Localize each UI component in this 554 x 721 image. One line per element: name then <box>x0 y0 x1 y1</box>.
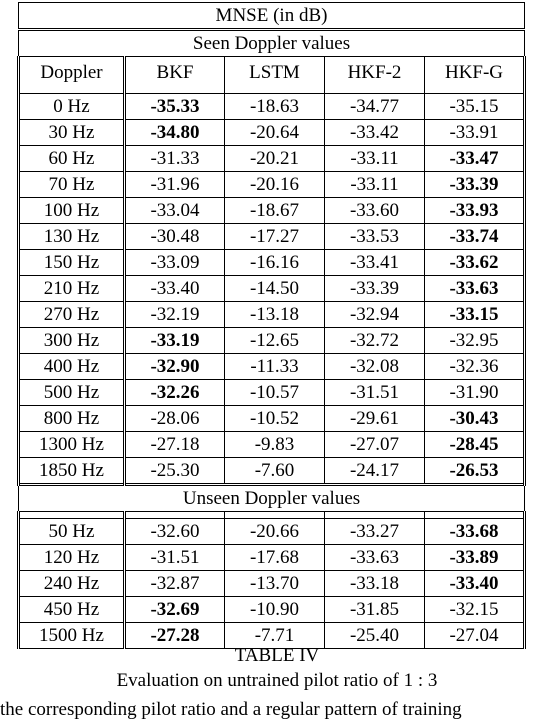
value-cell: -32.36 <box>425 354 525 380</box>
value-cell: -17.27 <box>225 224 325 250</box>
value-cell: -31.96 <box>125 172 225 198</box>
col-header-doppler: Doppler <box>19 57 125 88</box>
value-cell: -27.07 <box>325 432 425 458</box>
doppler-cell: 1500 Hz <box>19 623 125 649</box>
doppler-cell: 70 Hz <box>19 172 125 198</box>
table-row <box>19 276 525 302</box>
value-cell: -10.57 <box>225 380 325 406</box>
table-label: TABLE IV <box>234 645 320 666</box>
value-cell: -27.04 <box>425 623 525 649</box>
value-cell: -27.18 <box>125 432 225 458</box>
value-cell: -28.45 <box>425 432 525 458</box>
value-cell: -7.60 <box>225 458 325 485</box>
table-row <box>19 328 525 354</box>
value-cell: -33.63 <box>425 276 525 302</box>
value-cell: -17.68 <box>225 545 325 571</box>
value-cell: -31.51 <box>325 380 425 406</box>
value-cell: -18.63 <box>225 94 325 120</box>
doppler-cell: 0 Hz <box>19 94 125 120</box>
value-cell: -32.69 <box>125 597 225 623</box>
table-row <box>19 146 525 172</box>
table-row <box>19 198 525 224</box>
value-cell: -33.18 <box>325 571 425 597</box>
value-cell: -20.16 <box>225 172 325 198</box>
value-cell: -32.95 <box>425 328 525 354</box>
table-row <box>19 302 525 328</box>
value-cell: -24.17 <box>325 458 425 485</box>
header-row <box>19 57 525 88</box>
value-cell: -9.83 <box>225 432 325 458</box>
value-cell: -20.64 <box>225 120 325 146</box>
value-cell: -32.60 <box>125 519 225 545</box>
col-header-lstm: LSTM <box>225 57 325 88</box>
value-cell: -31.85 <box>325 597 425 623</box>
table-row <box>19 571 525 597</box>
value-cell: -33.40 <box>125 276 225 302</box>
doppler-cell: 150 Hz <box>19 250 125 276</box>
value-cell: -33.60 <box>325 198 425 224</box>
value-cell: -33.40 <box>425 571 525 597</box>
doppler-cell: 1300 Hz <box>19 432 125 458</box>
value-cell: -33.68 <box>425 519 525 545</box>
doppler-cell: 50 Hz <box>19 519 125 545</box>
doppler-cell: 500 Hz <box>19 380 125 406</box>
table-row <box>19 120 525 146</box>
value-cell: -33.09 <box>125 250 225 276</box>
doppler-cell: 60 Hz <box>19 146 125 172</box>
value-cell: -32.19 <box>125 302 225 328</box>
doppler-cell: 400 Hz <box>19 354 125 380</box>
table-row <box>19 172 525 198</box>
value-cell: -11.33 <box>225 354 325 380</box>
value-cell: -33.27 <box>325 519 425 545</box>
table-caption: Evaluation on untrained pilot ratio of 1 : 3 <box>116 670 438 691</box>
value-cell: -25.40 <box>325 623 425 649</box>
value-cell: -33.41 <box>325 250 425 276</box>
value-cell: -10.90 <box>225 597 325 623</box>
value-cell: -33.11 <box>325 146 425 172</box>
table-row <box>19 458 525 485</box>
value-cell: -33.42 <box>325 120 425 146</box>
table-row <box>19 354 525 380</box>
value-cell: -33.15 <box>425 302 525 328</box>
table-row <box>19 519 525 545</box>
value-cell: -32.15 <box>425 597 525 623</box>
doppler-cell: 210 Hz <box>19 276 125 302</box>
table-row <box>19 432 525 458</box>
value-cell: -34.80 <box>125 120 225 146</box>
value-cell: -20.66 <box>225 519 325 545</box>
value-cell: -33.19 <box>125 328 225 354</box>
col-header-bkf: BKF <box>125 57 225 88</box>
value-cell: -33.89 <box>425 545 525 571</box>
value-cell: -20.21 <box>225 146 325 172</box>
value-cell: -33.91 <box>425 120 525 146</box>
value-cell: -32.26 <box>125 380 225 406</box>
value-cell: -30.48 <box>125 224 225 250</box>
table-row <box>19 545 525 571</box>
value-cell: -35.33 <box>125 94 225 120</box>
value-cell: -13.18 <box>225 302 325 328</box>
doppler-cell: 450 Hz <box>19 597 125 623</box>
value-cell: -30.43 <box>425 406 525 432</box>
col-header-hkf-g: HKF-G <box>425 57 525 88</box>
doppler-cell: 30 Hz <box>19 120 125 146</box>
table-title: MNSE (in dB) <box>19 3 525 30</box>
value-cell: -18.67 <box>225 198 325 224</box>
value-cell: -33.39 <box>325 276 425 302</box>
value-cell: -32.90 <box>125 354 225 380</box>
doppler-cell: 100 Hz <box>19 198 125 224</box>
table-row <box>19 224 525 250</box>
value-cell: -31.51 <box>125 545 225 571</box>
doppler-cell: 800 Hz <box>19 406 125 432</box>
value-cell: -13.70 <box>225 571 325 597</box>
value-cell: -29.61 <box>325 406 425 432</box>
table-row <box>19 597 525 623</box>
value-cell: -12.65 <box>225 328 325 354</box>
value-cell: -32.87 <box>125 571 225 597</box>
doppler-cell: 130 Hz <box>19 224 125 250</box>
value-cell: -33.04 <box>125 198 225 224</box>
cut-body-text: the corresponding pilot ratio and a regular pattern of training <box>0 699 462 720</box>
value-cell: -35.15 <box>425 94 525 120</box>
doppler-cell: 240 Hz <box>19 571 125 597</box>
doppler-cell: 120 Hz <box>19 545 125 571</box>
seen-heading: Seen Doppler values <box>19 30 525 57</box>
table-row <box>19 250 525 276</box>
value-cell: -32.72 <box>325 328 425 354</box>
doppler-cell: 1850 Hz <box>19 458 125 485</box>
value-cell: -33.53 <box>325 224 425 250</box>
results-table <box>17 2 526 649</box>
value-cell: -33.11 <box>325 172 425 198</box>
value-cell: -14.50 <box>225 276 325 302</box>
table-row <box>19 380 525 406</box>
col-header-hkf-2: HKF-2 <box>325 57 425 88</box>
value-cell: -31.90 <box>425 380 525 406</box>
value-cell: -33.63 <box>325 545 425 571</box>
doppler-cell: 270 Hz <box>19 302 125 328</box>
table-row <box>19 406 525 432</box>
value-cell: -10.52 <box>225 406 325 432</box>
value-cell: -7.71 <box>225 623 325 649</box>
value-cell: -27.28 <box>125 623 225 649</box>
value-cell: -33.93 <box>425 198 525 224</box>
value-cell: -26.53 <box>425 458 525 485</box>
value-cell: -31.33 <box>125 146 225 172</box>
unseen-heading: Unseen Doppler values <box>19 485 525 512</box>
value-cell: -25.30 <box>125 458 225 485</box>
table-row <box>19 94 525 120</box>
value-cell: -32.08 <box>325 354 425 380</box>
value-cell: -33.39 <box>425 172 525 198</box>
value-cell: -33.47 <box>425 146 525 172</box>
value-cell: -16.16 <box>225 250 325 276</box>
value-cell: -34.77 <box>325 94 425 120</box>
value-cell: -33.74 <box>425 224 525 250</box>
value-cell: -32.94 <box>325 302 425 328</box>
value-cell: -28.06 <box>125 406 225 432</box>
doppler-cell: 300 Hz <box>19 328 125 354</box>
value-cell: -33.62 <box>425 250 525 276</box>
